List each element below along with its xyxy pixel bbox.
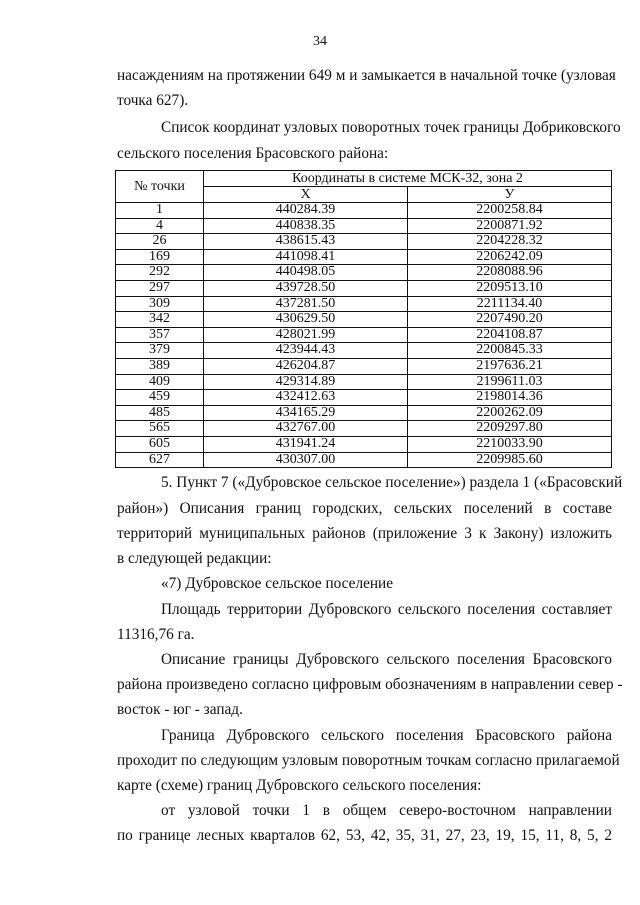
cell-point: 309 [116,296,204,312]
cell-y: 2197636.21 [408,358,612,374]
header-x: Х [204,187,408,203]
cell-x: 431941.24 [204,436,408,452]
text-line: восток - юг - запад. [117,701,243,718]
cell-x: 429314.89 [204,374,408,390]
cell-point: 169 [116,249,204,265]
cell-point: 292 [116,265,204,281]
cell-x: 440284.39 [204,203,408,219]
cell-y: 2208088.96 [408,265,612,281]
cell-point: 605 [116,436,204,452]
cell-x: 423944.43 [204,343,408,359]
cell-x: 440838.35 [204,218,408,234]
text-line: 5. Пункт 7 («Дубровское сельское поселение») раздела 1 («Брасовский [161,474,623,491]
cell-point: 26 [116,234,204,250]
table-row [116,280,612,296]
text-line: от узловой точки 1 в общем северо-восточном направлении [161,802,612,819]
cell-point: 485 [116,405,204,421]
header-point: № точки [116,171,204,203]
cell-point: 297 [116,280,204,296]
cell-y: 2199611.03 [408,374,612,390]
table-row [116,358,612,374]
cell-x: 430629.50 [204,312,408,328]
cell-point: 4 [116,218,204,234]
text-line: проходит по следующим узловым поворотным точкам согласно прилагаемой [117,752,620,769]
page-number: 34 [313,34,327,49]
text-line: Список координат узловых поворотных точек границы Добриковского [161,119,621,136]
cell-x: 434165.29 [204,405,408,421]
cell-point: 409 [116,374,204,390]
cell-point: 459 [116,390,204,406]
cell-x: 437281.50 [204,296,408,312]
table-row [116,405,612,421]
text-line: сельского поселения Брасовского района: [117,145,389,162]
cell-x: 441098.41 [204,249,408,265]
cell-y: 2200845.33 [408,343,612,359]
cell-x: 432767.00 [204,421,408,437]
table-row [116,203,612,219]
text-line: по границе лесных кварталов 62, 53, 42, 35, 31, 27, 23, 19, 15, 11, 8, 5, 2 [117,827,612,844]
text-line: карте (схеме) границ Дубровского сельского поселения: [117,777,482,794]
cell-x: 438615.43 [204,234,408,250]
coordinates-table [115,170,612,468]
cell-point: 1 [116,203,204,219]
text-line: Граница Дубровского сельского поселения Брасовского района [161,727,612,744]
cell-x: 428021.99 [204,327,408,343]
table-row [116,421,612,437]
cell-y: 2209985.60 [408,452,612,468]
text-line: Площадь территории Дубровского сельского поселения составляет [161,601,612,618]
table-row [116,296,612,312]
table-row [116,327,612,343]
header-y: У [408,187,612,203]
table-row [116,374,612,390]
cell-point: 389 [116,358,204,374]
cell-y: 2204228.32 [408,234,612,250]
text-line: района произведено согласно цифровым обозначениям в направлении север - [117,676,623,693]
cell-y: 2207490.20 [408,312,612,328]
cell-x: 439728.50 [204,280,408,296]
table-row [116,249,612,265]
table-row [116,234,612,250]
cell-y: 2200871.92 [408,218,612,234]
cell-point: 342 [116,312,204,328]
cell-y: 2198014.36 [408,390,612,406]
cell-y: 2209297.80 [408,421,612,437]
cell-y: 2200258.84 [408,203,612,219]
cell-y: 2200262.09 [408,405,612,421]
table-row [116,312,612,328]
text-line: 11316,76 га. [117,626,195,643]
cell-x: 440498.05 [204,265,408,281]
table-row [116,343,612,359]
table-row [116,452,612,468]
cell-x: 430307.00 [204,452,408,468]
header-coords: Координаты в системе МСК-32, зона 2 [204,171,612,187]
cell-point: 357 [116,327,204,343]
cell-y: 2211134.40 [408,296,612,312]
cell-y: 2206242.09 [408,249,612,265]
text-line: точка 627). [117,92,189,109]
text-line: насаждениям на протяжении 649 м и замыкается в начальной точке (узловая [117,67,616,84]
table-row [116,265,612,281]
cell-point: 627 [116,452,204,468]
cell-y: 2210033.90 [408,436,612,452]
table-row [116,436,612,452]
text-line: район») Описания границ городских, сельских поселений в составе [117,500,612,517]
table-row [116,390,612,406]
cell-x: 432412.63 [204,390,408,406]
text-line: «7) Дубровское сельское поселение [161,575,394,592]
cell-y: 2209513.10 [408,280,612,296]
text-line: Описание границы Дубровского сельского поселения Брасовского [161,651,612,668]
cell-y: 2204108.87 [408,327,612,343]
cell-x: 426204.87 [204,358,408,374]
cell-point: 565 [116,421,204,437]
cell-point: 379 [116,343,204,359]
table-row [116,218,612,234]
text-line: территорий муниципальных районов (приложение 3 к Закону) изложить [117,525,612,542]
text-line: в следующей редакции: [117,550,272,567]
